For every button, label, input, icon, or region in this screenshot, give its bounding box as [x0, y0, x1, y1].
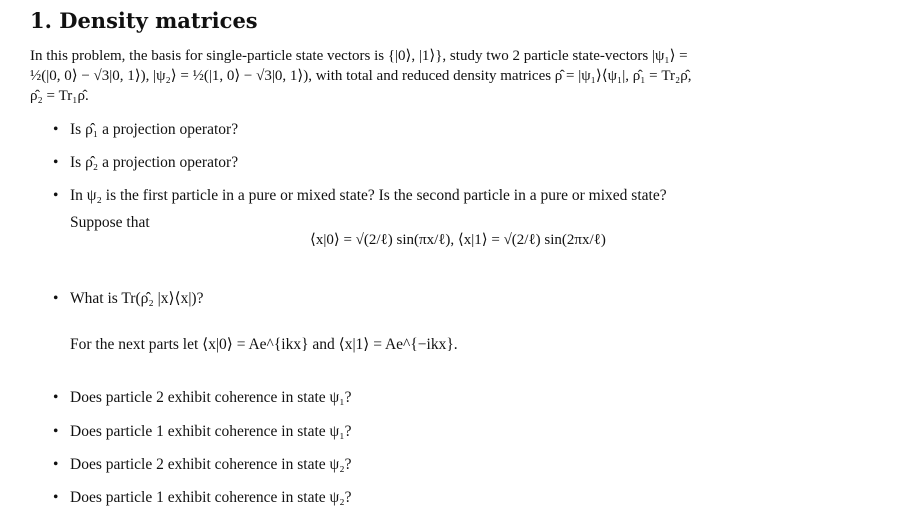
- intro-line-2: ½(|0, 0⟩ − √3|0, 1⟩), |ψ₂⟩ = ½(|1, 0⟩ − √3|0, 1⟩), with total and reduced density matrices ρ̂ = |ψ₁⟩⟨ψ₁|, ρ̂₁ = Tr₂ρ̂,: [30, 68, 692, 84]
- next-parts-text: For the next parts let ⟨x|0⟩ = Ae^{ikx} and ⟨x|1⟩ = Ae^{−ikx}.: [70, 336, 458, 353]
- intro-line-3: ρ̂₂ = Tr₁ρ̂.: [30, 88, 89, 104]
- bullet-icon: •: [53, 290, 59, 307]
- section-title: 1. Density matrices: [30, 8, 258, 33]
- bullet-icon: •: [53, 389, 59, 406]
- question-item: [53, 289, 203, 309]
- question-text: Does particle 1 exhibit coherence in state ψ₂?: [70, 489, 352, 506]
- question-item: [53, 153, 238, 173]
- question-item: [53, 186, 667, 206]
- wavefunction-equation: ⟨x|0⟩ = √(2/ℓ) sin(πx/ℓ), ⟨x|1⟩ = √(2/ℓ) sin(2πx/ℓ): [310, 232, 606, 248]
- question-text: What is Tr(ρ̂₂ |x⟩⟨x|)?: [70, 290, 204, 307]
- question-text: Is ρ̂₁ a projection operator?: [70, 121, 239, 138]
- question-text: Does particle 2 exhibit coherence in state ψ₁?: [70, 389, 352, 406]
- intro-line-1: In this problem, the basis for single-particle state vectors is {|0⟩, |1⟩}, study two 2 particle state-vectors |ψ₁⟩ =: [30, 48, 688, 64]
- question-item: [53, 422, 352, 442]
- bullet-icon: •: [53, 154, 59, 171]
- question-item: [53, 120, 238, 140]
- bullet-icon: •: [53, 121, 59, 138]
- bullet-icon: •: [53, 456, 59, 473]
- question-text: Does particle 2 exhibit coherence in state ψ₂?: [70, 456, 352, 473]
- question-text: In ψ₂ is the first particle in a pure or mixed state? Is the second particle in a pure or mixed state?: [70, 187, 667, 204]
- intro-paragraph: [30, 46, 875, 106]
- question-item: [53, 388, 352, 408]
- bullet-icon: •: [53, 489, 59, 506]
- bullet-icon: •: [53, 187, 59, 204]
- question-item: [53, 455, 352, 475]
- bullet-icon: •: [53, 423, 59, 440]
- question-item: [53, 488, 352, 508]
- suppose-text: Suppose that: [70, 214, 150, 231]
- question-text: Does particle 1 exhibit coherence in state ψ₁?: [70, 423, 352, 440]
- question-text: Is ρ̂₂ a projection operator?: [70, 154, 239, 171]
